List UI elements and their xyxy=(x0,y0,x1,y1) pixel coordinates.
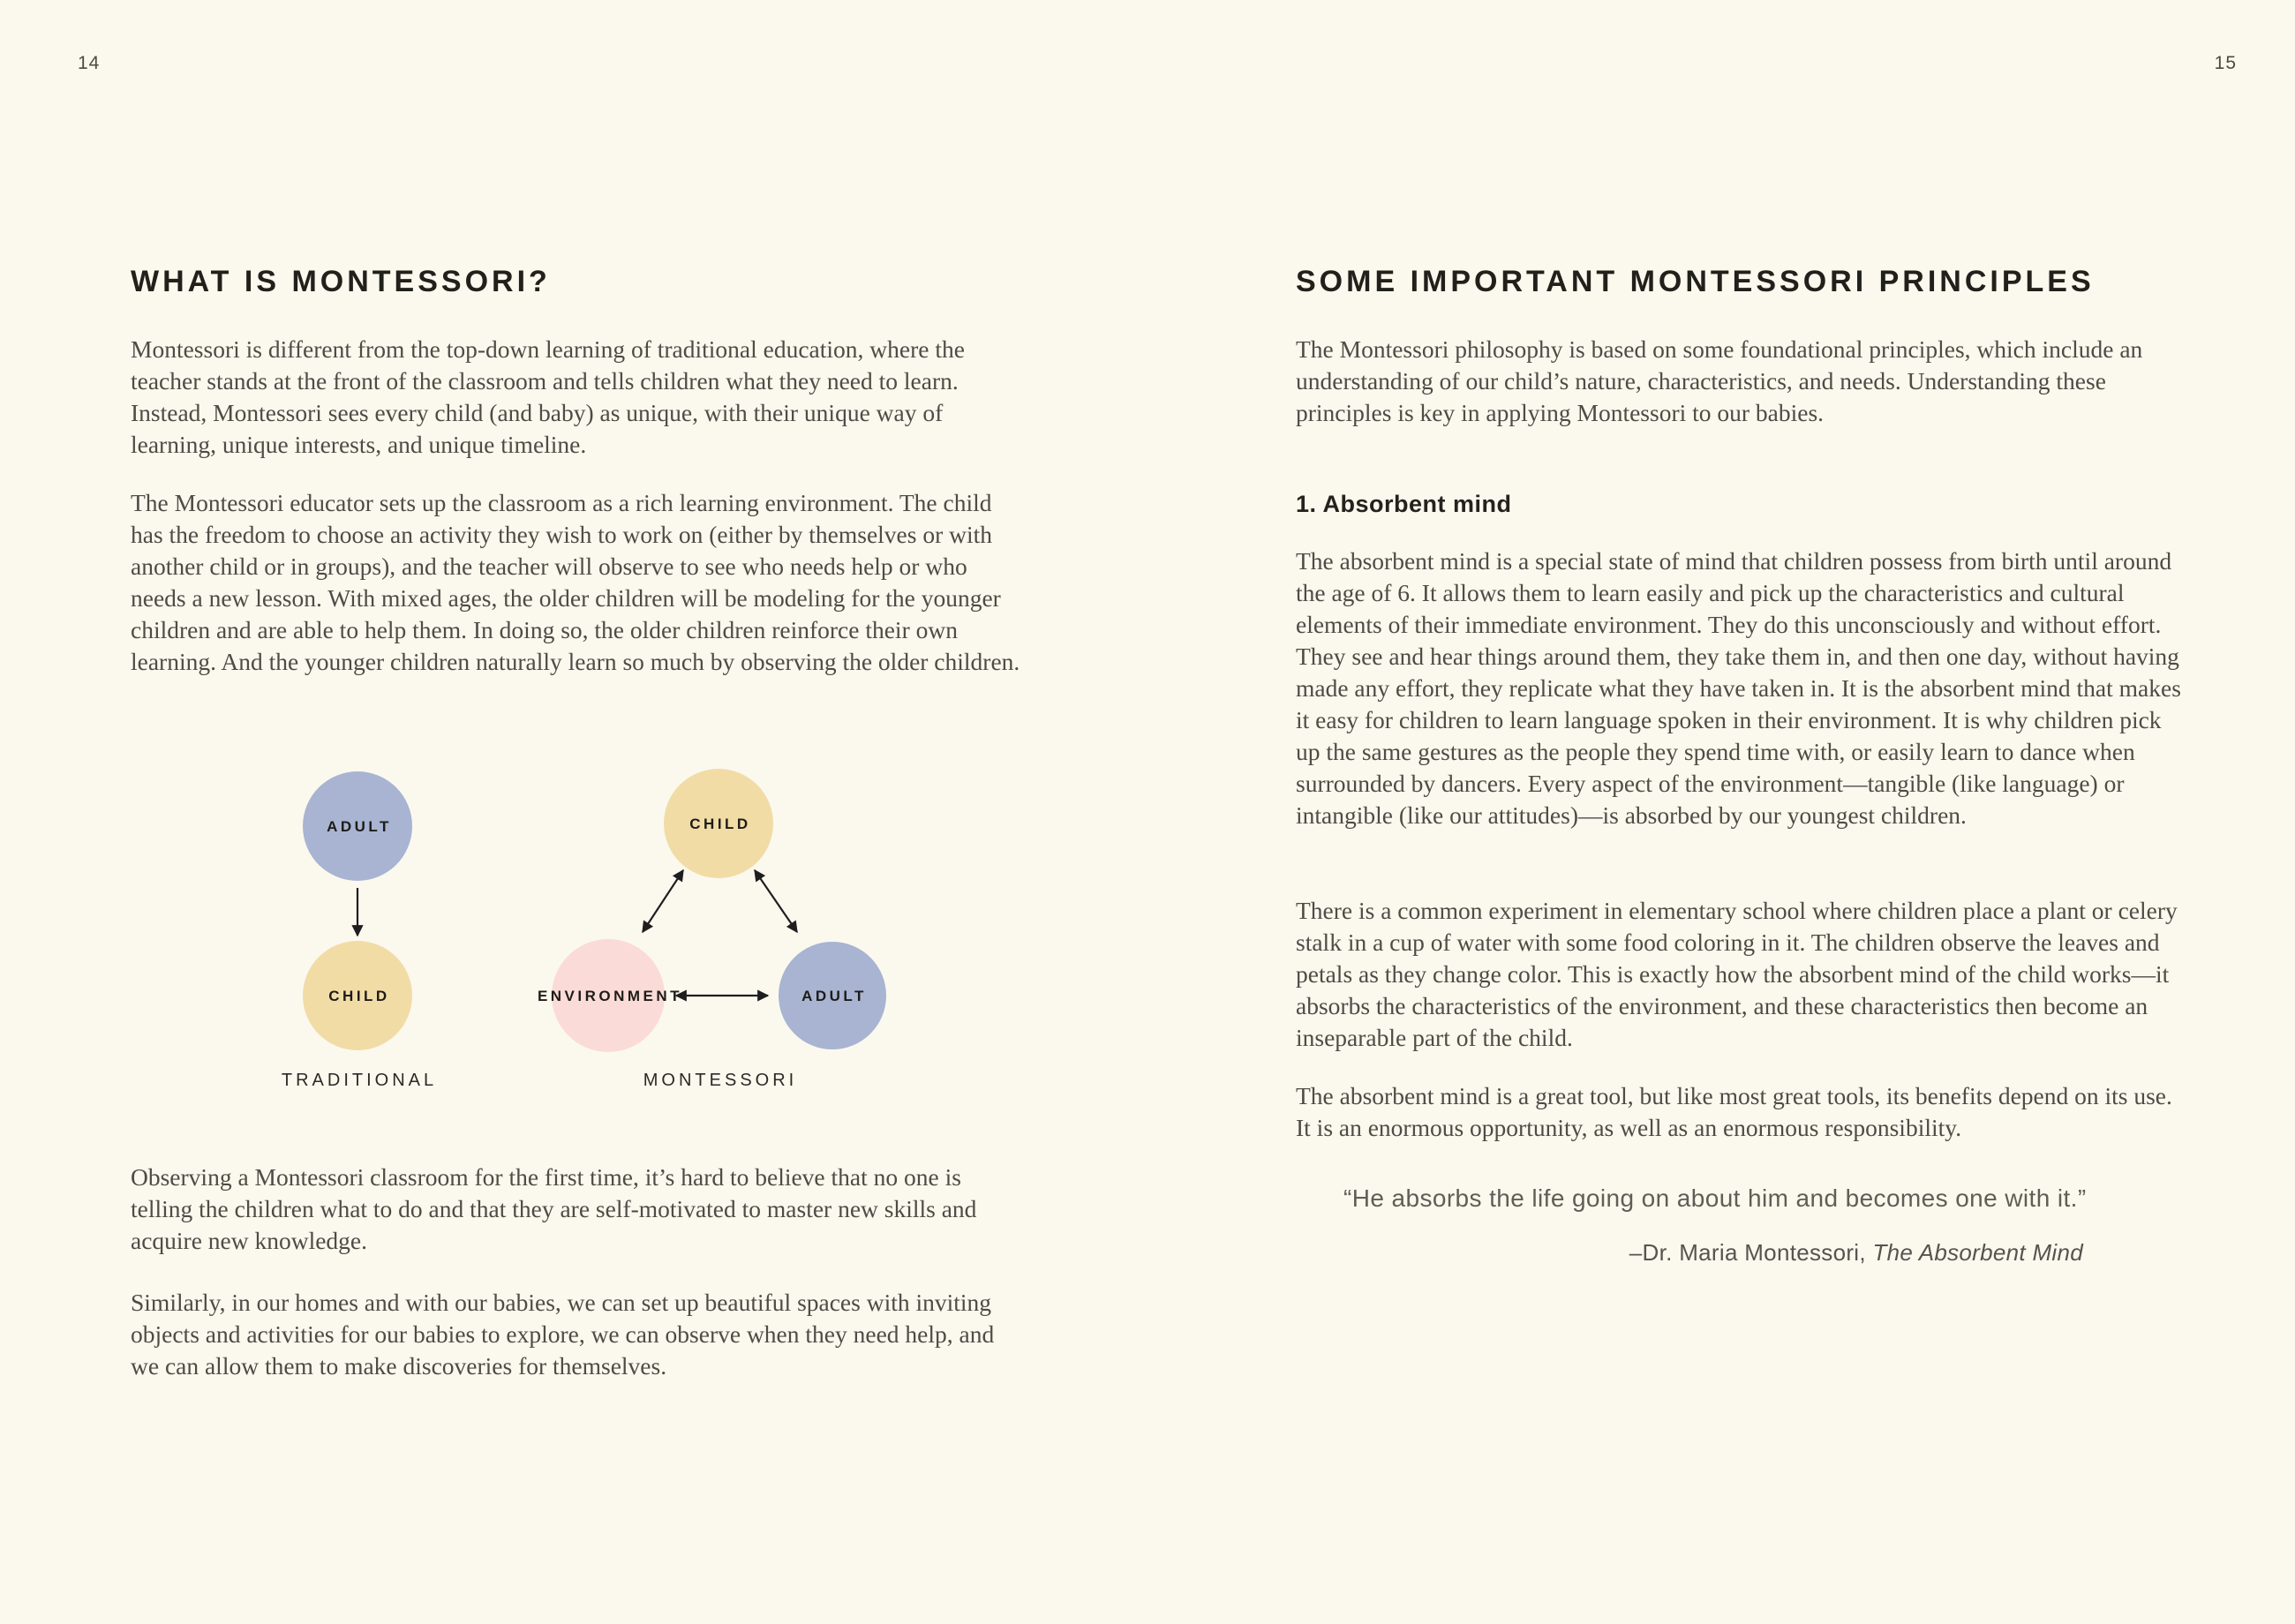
page-title: WHAT IS MONTESSORI? xyxy=(131,265,551,298)
diagram-caption-traditional: TRADITIONAL xyxy=(281,1071,438,1090)
circle-label-adult: ADULT xyxy=(801,988,867,1004)
pull-quote: “He absorbs the life going on about him and becomes one with it.” xyxy=(1343,1184,2087,1212)
traditional-vs-montessori-diagram xyxy=(247,757,918,1110)
double-arrow-icon xyxy=(643,870,683,932)
circle-label-adult: ADULT xyxy=(327,818,392,835)
paragraph: There is a common experiment in elementary school where children place a plant or celery stalk in a cup of water with some food coloring in it. The children observe the leaves and petals as they change color. This is exactly how the absorbent mind of the child works—it absorbs the characteristics of the environment, and these characteristics then become an inseparable part of the child. xyxy=(1296,897,2178,1051)
circle-label-child: CHILD xyxy=(689,816,751,832)
quote-attribution-name: –Dr. Maria Montessori, xyxy=(1629,1239,1873,1266)
page-title: SOME IMPORTANT MONTESSORI PRINCIPLES xyxy=(1296,265,2095,298)
section-subheading: 1. Absorbent mind xyxy=(1296,491,1512,517)
paragraph: Montessori is different from the top-down learning of traditional education, where the teacher stands at the front of the classroom and tells children what they need to learn. Instead, Montessori sees every child (and baby) as unique, with their unique way of learning, unique interests, and unique timeline. xyxy=(131,335,965,458)
diagram-caption-montessori: MONTESSORI xyxy=(643,1071,798,1090)
paragraph: The Montessori philosophy is based on some foundational principles, which include an understanding of our child’s nature, characteristics, and needs. Understanding these principles is key in applying Montessori to our babies. xyxy=(1296,335,2143,426)
paragraph: The absorbent mind is a great tool, but like most great tools, its benefits depend on its use. It is an enormous opportunity, as well as an enormous responsibility. xyxy=(1296,1082,2172,1141)
quote-attribution xyxy=(1296,1239,2083,1267)
circle-label-child: CHILD xyxy=(328,988,390,1004)
paragraph: The absorbent mind is a special state of mind that children possess from birth until around the age of 6. It allows them to learn easily and pick up the characteristics and cultural elements of their immediate environment. They do this unconsciously and without effort. They see and hear things around them, they take them in, and then one day, without having made any effort, they replicate what they have taken in. It is the absorbent mind that makes it easy for children to learn language spoken in their environment. It is why children pick up the same gestures as the people they spend time with, or easily learn to dance when surrounded by dancers. Every aspect of the environment—tangible (like language) or intangible (like our attitudes)—is absorbed by our youngest children. xyxy=(1296,547,2181,829)
paragraph: Similarly, in our homes and with our babies, we can set up beautiful spaces with inviting objects and activities for our babies to explore, we can observe when they need help, and we can allow them to make discoveries for themselves. xyxy=(131,1289,995,1380)
paragraph: The Montessori educator sets up the classroom as a rich learning environment. The child has the freedom to choose an activity they wish to work on (either by themselves or with another child or in groups), and the teacher will observe to see who needs help or who needs a new lesson. With mixed ages, the older children will be modeling for the younger children and are able to help them. In doing so, the older children reinforce their own learning. And the younger children naturally learn so much by observing the older children. xyxy=(131,489,1020,675)
paragraph: Observing a Montessori classroom for the first time, it’s hard to believe that no one is telling the children what to do and that they are self-motivated to master new skills and acquire new knowledge. xyxy=(131,1163,977,1254)
book-page-right xyxy=(1148,0,2295,1624)
page-number: 14 xyxy=(78,53,101,73)
circle-label-environment: ENVIRONMENT xyxy=(537,988,683,1004)
page-number: 15 xyxy=(2214,53,2237,73)
double-arrow-icon xyxy=(755,870,797,932)
quote-attribution-book-title: The Absorbent Mind xyxy=(1872,1239,2083,1266)
